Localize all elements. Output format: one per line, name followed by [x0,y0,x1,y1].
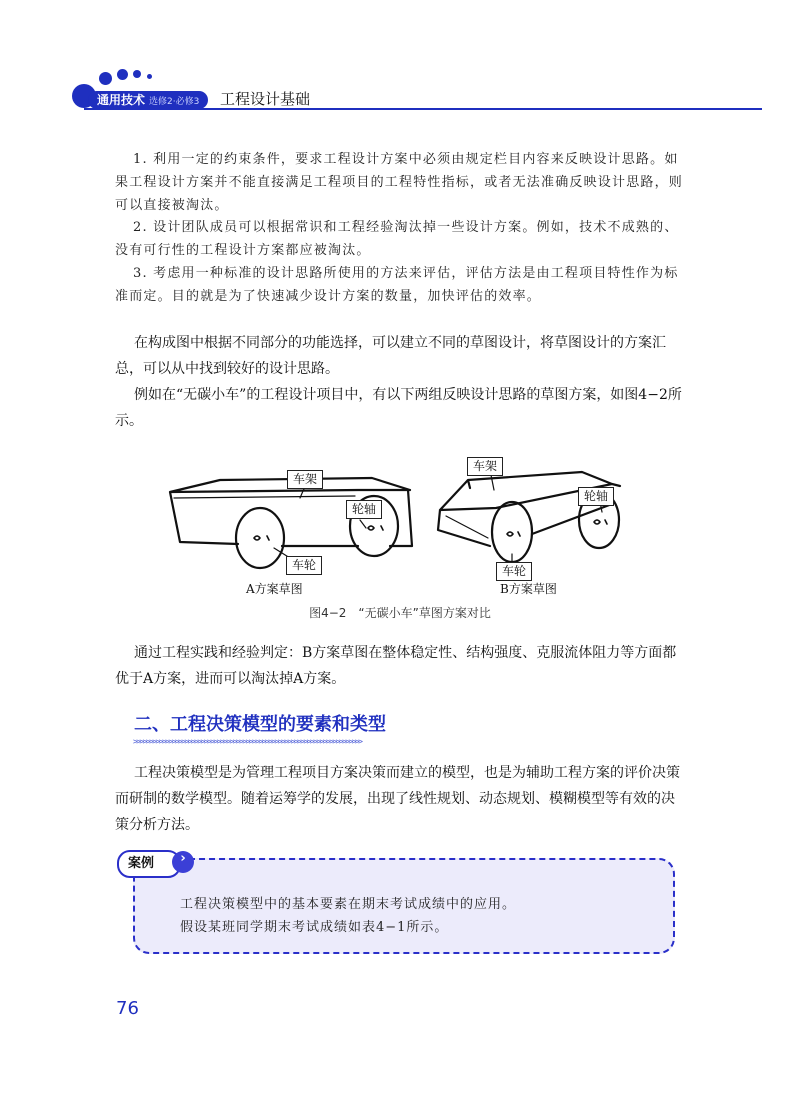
case-line-2: 假设某班同学期末考试成绩如表4−1所示。 [180,920,449,935]
page-number: 76 [116,998,139,1019]
sketch-b-wheel-label: 车轮 [496,562,532,581]
case-label: 案例 [117,850,181,878]
sketch-a-axle-label: 轮轴 [346,500,382,519]
sketch-a-caption: A方案草图 [246,582,303,596]
note-3: 3. 考虑用一种标准的设计思路所使用的方法来评估，评估方法是由工程项目特性作为标准而定。目的就是为了快速减少设计方案的数量，加快评估的效率。 [115,266,679,304]
series-title: 通用技术 选修2·必修3 [88,91,208,109]
sketch-b-frame [438,472,620,546]
figure-caption: 图4−2 “无碳小车”草图方案对比 [309,606,491,620]
section-chevrons: >>>>>>>>>>>>>>>>>>>>>>>>>>>>>>>>>>>>>>>>>>>>>>>>>>>>>>>>>>>>>>>>>>>>>>> [133,737,362,746]
paragraph-decision-model: 工程决策模型是为管理工程项目方案决策而建立的模型，也是为辅助工程方案的评价决策而研制的数学模型。随着运筹学的发展，出现了线性规划、动态规划、模糊模型等有效的决策分析方法。 [115,765,680,833]
paragraph-sketch-design: 在构成图中根据不同部分的功能选择，可以建立不同的草图设计，将草图设计的方案汇总，可以从中找到较好的设计思路。 [115,335,666,377]
series-subtitle: 选修2·必修3 [149,97,200,107]
sketch-b-axle-label: 轮轴 [578,487,614,506]
sketch-figure [150,450,670,580]
chapter-title: 工程设计基础 [220,90,311,108]
sketch-a-wheel-label: 车轮 [286,556,322,575]
chevron-right-icon: › [172,851,194,873]
sketch-b-frame-label: 车架 [467,457,503,476]
sketch-b-caption: B方案草图 [500,582,557,596]
paragraph-conclusion: 通过工程实践和经验判定：B方案草图在整体稳定性、结构强度、克服流体阻力等方面都优于A方案，进而可以淘汰掉A方案。 [115,645,677,687]
note-1: 1. 利用一定的约束条件，要求工程设计方案中必须由规定栏目内容来反映设计思路。如果工程设计方案并不能直接满足工程项目的工程特性指标，或者无法准确反映设计思路，则可以直接被淘汰。 [115,152,684,213]
note-2: 2. 设计团队成员可以根据常识和工程经验淘汰掉一些设计方案。例如，技术不成熟的、没有可行性的工程设计方案都应被淘汰。 [115,220,679,258]
case-line-1: 工程决策模型中的基本要素在期末考试成绩中的应用。 [180,897,517,912]
header-rule [84,108,762,110]
sketch-a-frame-label: 车架 [287,470,323,489]
paragraph-example: 例如在“无碳小车”的工程设计项目中，有以下两组反映设计思路的草图方案，如图4−2所示。 [115,387,682,429]
section-heading: 二、工程决策模型的要素和类型 [134,714,386,735]
